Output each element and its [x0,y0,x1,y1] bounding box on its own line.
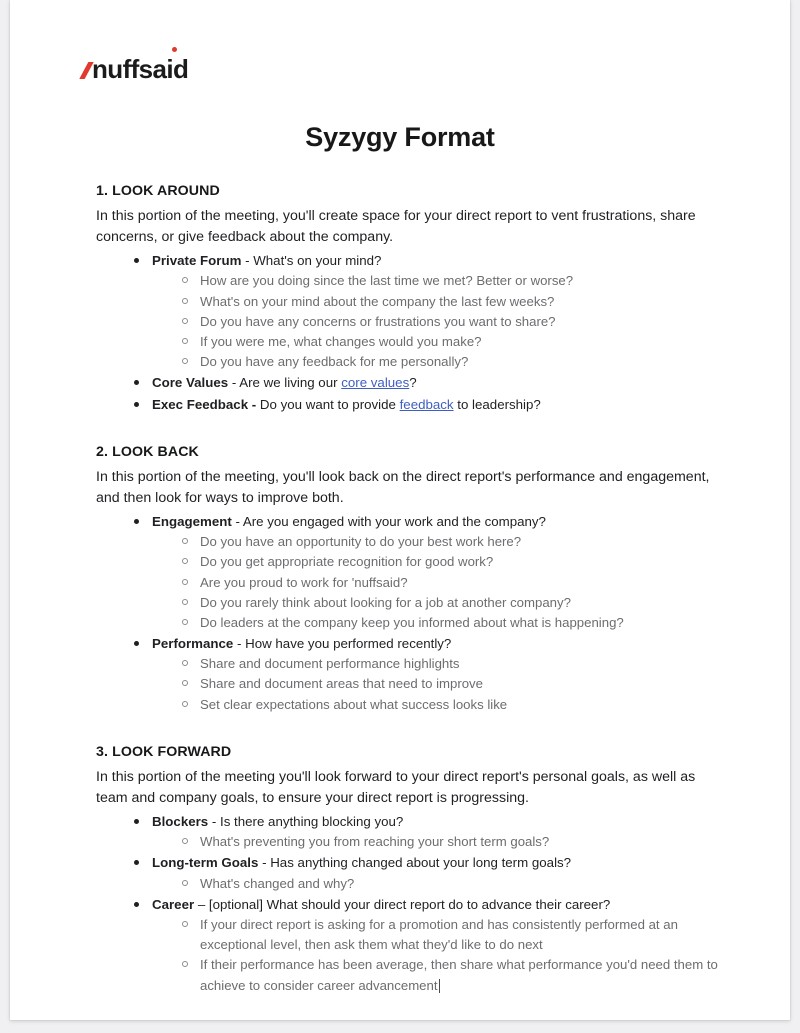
list-item-text: – [optional] What should your direct report do to advance their career? [194,896,611,912]
feedback-link[interactable]: feedback [399,396,454,412]
sublist [152,271,736,372]
section-list [96,812,736,996]
list-item-text: - Is there anything blocking you? [208,814,404,830]
sublist-item: What's changed and why? [182,874,736,894]
section-intro: In this portion of the meeting, you'll create space for your direct report to vent frustrations, share concerns, or give feedback about the company. [96,208,696,246]
list-item-label: Performance [152,636,234,652]
list-item-label: Core Values [152,375,229,391]
list-item-text: - What's on your mind? [241,253,382,269]
nuffsaid-logo [82,56,188,86]
sublist-item: If you were me, what changes would you make? [182,332,736,352]
list-item [134,812,736,852]
list-item-text: - Are we living our [228,375,342,391]
list-item-label: Blockers [152,814,209,830]
list-item-text: - Has anything changed about your long term goals? [258,855,572,871]
list-item [134,251,736,372]
section-heading: 1. LOOK AROUND [96,183,220,199]
list-item [134,634,736,715]
list-item-text: Do you want to provide [256,396,400,412]
document-body [96,182,736,998]
sublist [152,532,736,633]
text-cursor-caret [439,979,440,993]
section-look-around [96,182,736,415]
sublist [152,915,736,996]
sublist-item[interactable] [182,955,736,995]
sublist-item: Do you have an opportunity to do your best work here? [182,532,736,552]
list-item [134,895,736,996]
section-heading: 3. LOOK FORWARD [96,743,232,760]
sublist [152,832,736,852]
list-item-text-tail: to leadership? [453,396,541,412]
list-item [134,373,736,393]
list-item-label: Career [152,896,195,912]
sublist-item: Are you proud to work for 'nuffsaid? [182,573,736,593]
sublist-item: Do you have any concerns or frustrations you want to share? [182,312,736,332]
logo-word-text: nuffsaid [92,54,189,84]
sublist-item: What's on your mind about the company the last few weeks? [182,292,736,312]
sublist [152,654,736,715]
logo-wordmark [92,56,188,82]
sublist-item: Do you get appropriate recognition for good work? [182,552,736,572]
sublist-item-text: If their performance has been average, then share what performance you'd need them to achieve to consider career advancement [200,957,718,993]
section-heading: 2. LOOK BACK [96,443,199,460]
list-item-label: Exec Feedback - [152,396,257,412]
section-list [96,512,736,715]
sublist-item: Do you rarely think about looking for a job at another company? [182,593,736,613]
section-intro: In this portion of the meeting, you'll look back on the direct report's performance and engagement, and then look for ways to improve both. [96,468,710,506]
list-item-label: Private Forum [152,253,242,269]
list-item [134,512,736,633]
section-list [96,251,736,415]
core-values-link[interactable]: core values [341,375,410,391]
sublist-item: Share and document areas that need to improve [182,674,736,694]
sublist-item: Do leaders at the company keep you informed about what is happening? [182,613,736,633]
logo-dot-icon [172,47,177,52]
sublist-item [182,915,736,955]
sublist-item-text: If your direct report is asking for a promotion and has consistently performed at an exceptional level, then ask them what they'd like to do next [200,917,678,953]
list-item-text: - How have you performed recently? [233,636,452,652]
section-intro: In this portion of the meeting you'll look forward to your direct report's personal goals, as well as team and company goals, to ensure your direct report is progressing. [96,769,696,807]
document-page [10,0,790,1020]
sublist [152,874,736,894]
sublist-item: Do you have any feedback for me personally? [182,352,736,372]
list-item [134,853,736,893]
sublist-item: Share and document performance highlights [182,654,736,674]
list-item-label: Engagement [152,513,232,529]
page-title: Syzygy Format [305,122,495,152]
sublist-item: Set clear expectations about what success looks like [182,695,736,715]
list-item-text: - Are you engaged with your work and the company? [231,513,546,529]
section-look-back [96,443,736,715]
list-item-label: Long-term Goals [152,855,259,871]
list-item [134,395,736,415]
list-item-text-tail: ? [409,375,417,391]
section-look-forward [96,743,736,996]
sublist-item: How are you doing since the last time we met? Better or worse? [182,271,736,291]
sublist-item: What's preventing you from reaching your short term goals? [182,832,736,852]
